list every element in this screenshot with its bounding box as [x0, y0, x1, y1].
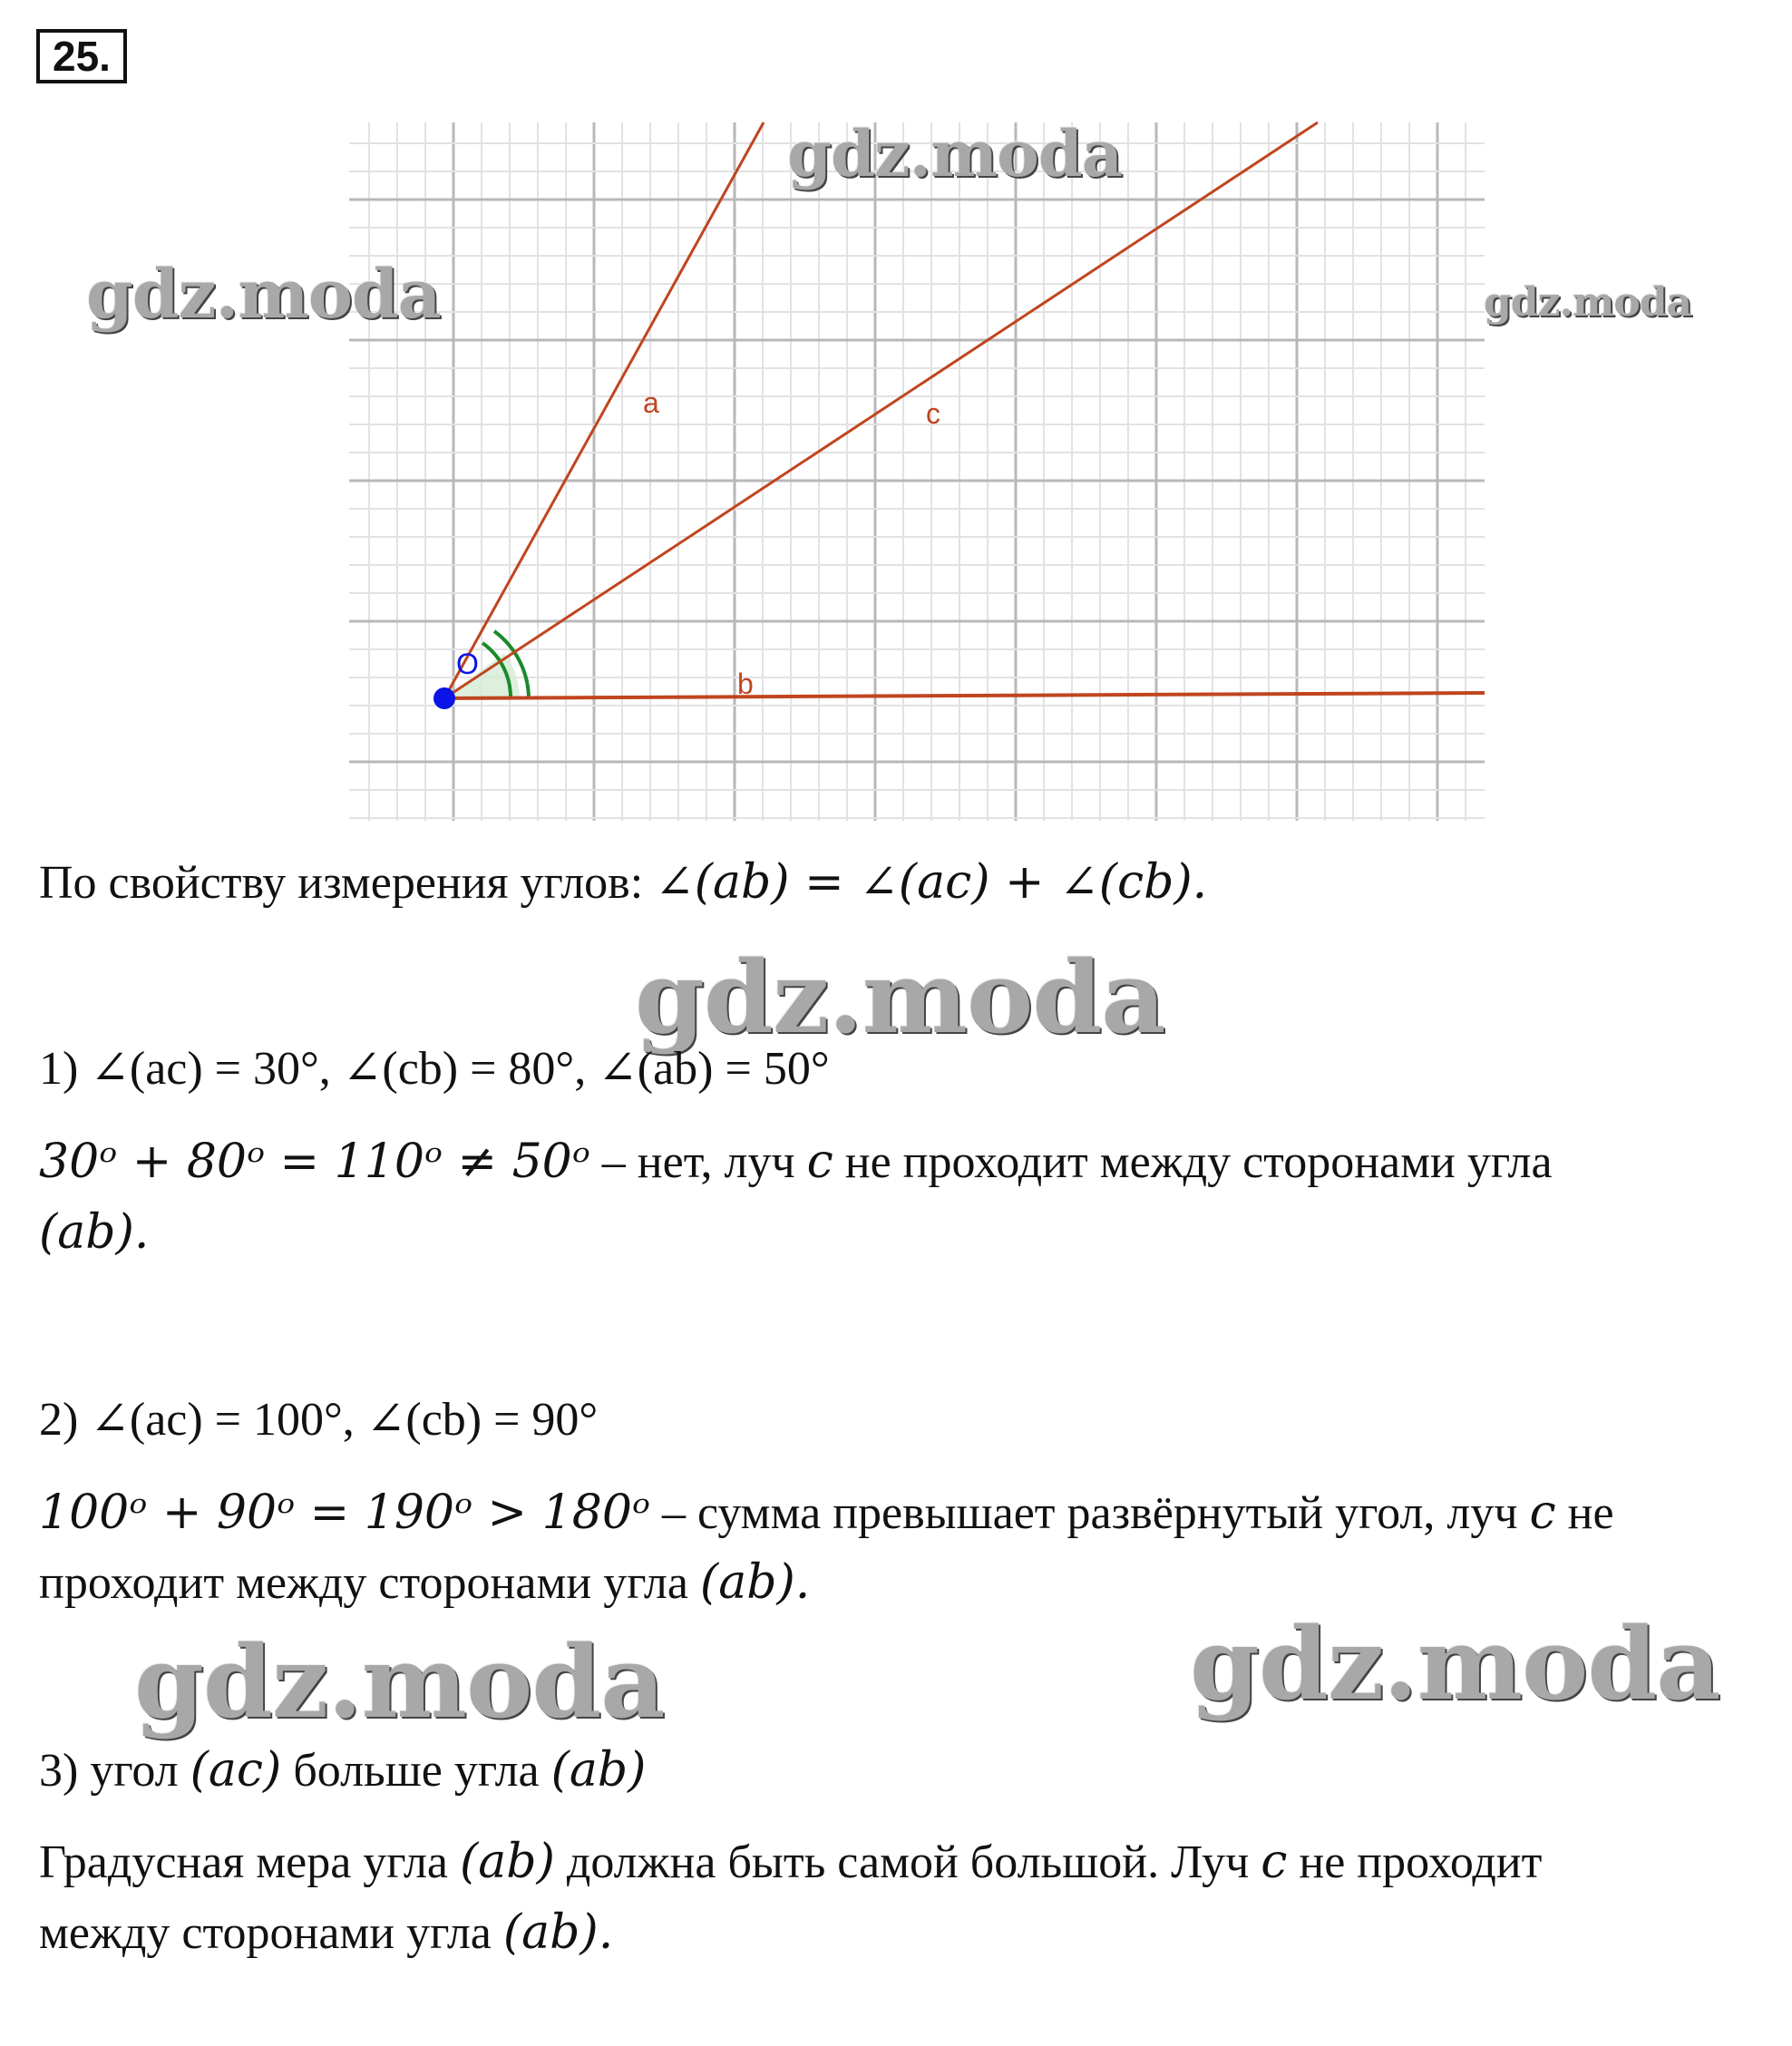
- case3-given-c: больше угла: [281, 1745, 551, 1797]
- case3-given-line: [39, 1742, 646, 1799]
- watermark: gdz.moda: [635, 939, 1165, 1056]
- case3-expl-g: (ab).: [502, 1905, 614, 1960]
- watermark: gdz.moda: [1190, 1605, 1720, 1722]
- rule-line: [39, 854, 1207, 911]
- case3-expl-e: не проходит: [1287, 1837, 1543, 1888]
- case2-calc: 100ᵒ + 90ᵒ = 190ᵒ > 180ᵒ: [39, 1486, 650, 1540]
- case3-expl-a: Градусная мера угла: [39, 1837, 461, 1888]
- rule-formula: ∠(ab) = ∠(ac) + ∠(cb).: [655, 855, 1208, 910]
- ray-a: [444, 122, 764, 698]
- watermark: gdz.moda: [134, 1623, 665, 1740]
- vertex-label: O: [456, 648, 479, 680]
- case1-var: c: [806, 1135, 833, 1189]
- case2-var: c: [1529, 1486, 1556, 1540]
- case2-conclusion-b: не: [1555, 1487, 1614, 1539]
- case2-calc-line: [39, 1485, 1614, 1542]
- case3-expl-b: (ab): [460, 1835, 555, 1889]
- ray-c: [444, 122, 1318, 698]
- case1-given: 1) ∠(ac) = 30°, ∠(cb) = 80°, ∠(ab) = 50°: [39, 1043, 830, 1095]
- ray-b-label: b: [737, 667, 754, 700]
- case3-expl-d: c: [1261, 1835, 1288, 1889]
- case1-calc: 30ᵒ + 80ᵒ = 110ᵒ ≠ 50ᵒ: [39, 1135, 590, 1189]
- grid: [349, 122, 1485, 821]
- case3-given-b: (ac): [190, 1743, 282, 1798]
- case2-conclusion-a: – сумма превышает развёрнутый угол, луч: [649, 1487, 1530, 1539]
- watermark: gdz.moda: [1484, 279, 1692, 326]
- watermark: gdz.moda: [86, 256, 441, 334]
- case1-conclusion-c: (ab).: [39, 1205, 150, 1260]
- case2-given: 2) ∠(ac) = 100°, ∠(cb) = 90°: [39, 1394, 599, 1446]
- case3-expl-line2: [39, 1905, 613, 1962]
- ray-a-label: a: [643, 386, 659, 419]
- case1-conclusion-b: не проходит между сторонами угла: [833, 1136, 1553, 1188]
- case1-conclusion-a: – нет, луч: [589, 1136, 807, 1188]
- case3-given-a: 3) угол: [39, 1745, 190, 1797]
- case2-conclusion-line: [39, 1554, 810, 1612]
- case3-expl-c: должна быть самой большой. Луч: [554, 1837, 1261, 1888]
- case3-given-d: (ab): [550, 1743, 647, 1798]
- problem-number: 25.: [36, 29, 127, 83]
- case3-expl-line1: [39, 1834, 1542, 1891]
- ray-b: [444, 693, 1485, 698]
- case1-calc-line: [39, 1134, 1553, 1191]
- case2-conclusion-d: (ab).: [699, 1555, 811, 1610]
- ray-c-label: c: [926, 397, 940, 430]
- vertex-point: [433, 687, 455, 709]
- case3-expl-f: между сторонами угла: [39, 1907, 503, 1959]
- watermark: gdz.moda: [787, 116, 1123, 191]
- rule-prefix: По свойству измерения углов:: [39, 857, 656, 909]
- case2-conclusion-c: проходит между сторонами угла: [39, 1557, 700, 1609]
